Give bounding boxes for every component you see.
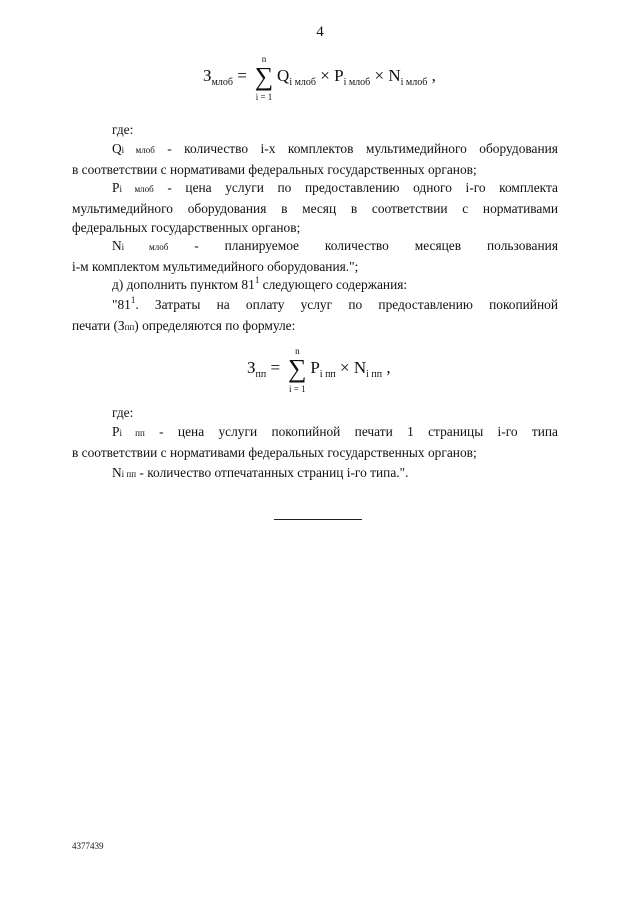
clause-text: ) определяются по формуле: — [134, 318, 296, 333]
clause-text: . Затраты на оплату услуг по предоставлению покопийной — [135, 297, 558, 312]
definition-n-pp — [72, 463, 558, 484]
formula-symbol: Q — [277, 65, 290, 85]
sigma-icon: ∑ — [288, 354, 307, 383]
clause-text: печати (З — [72, 318, 125, 333]
formula-comma: , — [386, 357, 391, 377]
definition-p — [72, 178, 558, 237]
formula-subscript: i млоб — [119, 184, 154, 194]
formula-symbol: P — [112, 424, 120, 439]
formula-symbol: P — [310, 357, 320, 377]
where-label: где: — [112, 122, 134, 137]
sum-upper-limit: n — [261, 54, 267, 64]
definition-n — [72, 236, 558, 276]
formula-subscript: пп — [255, 368, 267, 380]
definition-text: - цена услуги покопийной печати 1 страницы i-го типа — [159, 424, 558, 439]
document-id: 4377439 — [72, 841, 104, 851]
definition-text: i-м комплектом мультимедийного оборудования."; — [72, 259, 359, 274]
sum-upper-limit: n — [295, 346, 300, 356]
definition-text: федеральных государственных органов; — [72, 220, 301, 235]
formula-subscript: i млоб — [289, 76, 316, 88]
item-text: следующего содержания: — [259, 277, 408, 292]
formula-subscript: i млоб — [400, 76, 428, 88]
times-sign: × — [320, 65, 330, 85]
formula-symbol: N — [112, 465, 122, 480]
sum-sign — [253, 54, 275, 102]
sum-sign — [286, 346, 308, 394]
superscript: 1 — [130, 295, 136, 305]
definition-text: - количество i-х комплектов мультимедийного оборудования — [167, 141, 558, 156]
definition-text: мультимедийного оборудования в месяц в соответствии с нормативами — [72, 201, 558, 216]
formula-symbol: N — [112, 238, 122, 253]
definition-text: - цена услуги по предоставлению одного i-го комплекта — [167, 180, 558, 195]
formula-subscript: i млоб — [121, 242, 169, 252]
definition-line — [72, 236, 558, 257]
item-text: д) дополнить пунктом 81 — [112, 277, 255, 292]
times-sign: × — [374, 65, 385, 85]
formula-total-cost-multimedia — [203, 54, 436, 102]
definition-p-pp — [72, 422, 558, 462]
superscript: 1 — [254, 275, 260, 285]
definition-text: - планируемое количество месяцев пользования — [194, 238, 558, 253]
formula-subscript: i пп — [319, 368, 336, 380]
formula-subscript: i пп — [121, 469, 137, 479]
definition-text: в соответствии с нормативами федеральных государственных органов; — [72, 445, 477, 460]
sigma-icon: ∑ — [254, 62, 274, 91]
formula-total-cost-printing — [247, 346, 391, 394]
formula-subscript: i млоб — [121, 145, 155, 155]
formula-subscript: i млоб — [343, 76, 371, 88]
definition-line — [72, 178, 558, 199]
equals-sign: = — [270, 357, 281, 377]
formula-comma: , — [431, 65, 436, 85]
definition-text: в соответствии с нормативами федеральных государственных органов; — [72, 162, 477, 177]
definition-q — [72, 139, 558, 179]
where-label: где: — [112, 405, 134, 420]
equals-sign: = — [237, 65, 247, 85]
formula-symbol: N — [388, 65, 401, 85]
times-sign: × — [340, 357, 350, 377]
definition-line — [72, 422, 558, 443]
clause-line — [72, 316, 558, 337]
item-d — [72, 275, 558, 296]
formula-subscript: пп — [124, 322, 135, 332]
formula-symbol: N — [353, 357, 367, 377]
clause-line — [72, 295, 558, 316]
formula-symbol: З — [247, 357, 256, 377]
definition-line — [72, 139, 558, 160]
definition-text: - количество отпечатанных страниц i-го типа.". — [139, 465, 409, 480]
end-divider — [274, 519, 362, 520]
page-number: 4 — [316, 24, 324, 40]
clause-81-1 — [72, 295, 558, 337]
formula-subscript: i пп — [119, 428, 145, 438]
formula-symbol: Q — [112, 141, 122, 156]
clause-number: "81 — [112, 297, 131, 312]
sum-lower-limit: i = 1 — [255, 92, 273, 102]
formula-symbol: P — [112, 180, 120, 195]
formula-subscript: i пп — [366, 368, 383, 380]
formula-symbol: З — [203, 65, 212, 85]
formula-symbol: P — [334, 65, 344, 85]
sum-lower-limit: i = 1 — [289, 384, 306, 394]
formula-subscript: млоб — [211, 76, 233, 88]
